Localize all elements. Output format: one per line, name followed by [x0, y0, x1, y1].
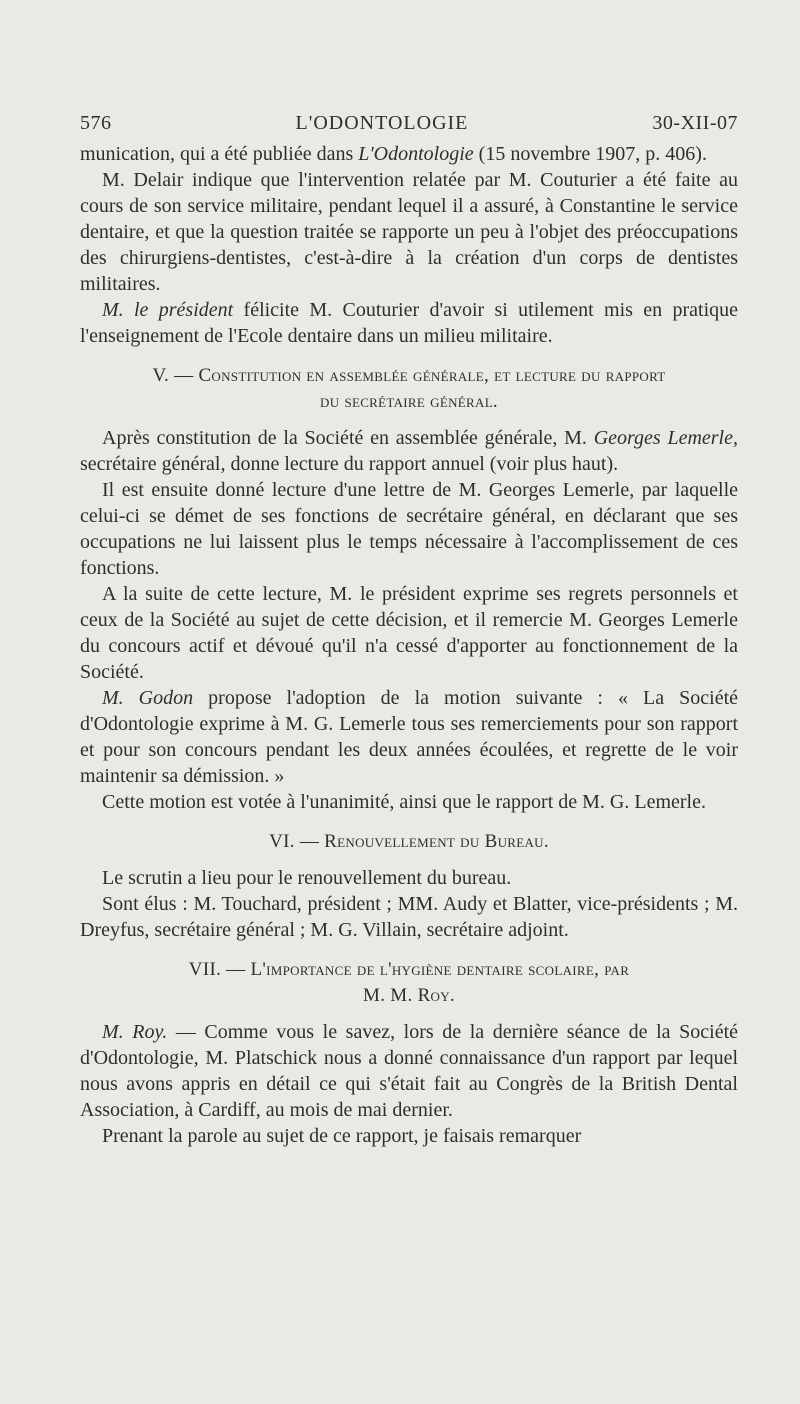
paragraph-president [80, 297, 738, 349]
paragraph-motion [80, 685, 738, 789]
body-text [80, 141, 738, 1149]
paragraph-letter: Il est ensuite donné lecture d'une lettre de M. Georges Lemerle, par laquelle celui-ci se démet de ses fonctions de secrétaire général, en déclarant que ses occupations ne lui laissent plus le temps nécessaire à l'accomplissement de ces fonctions. [80, 479, 738, 579]
paragraph-continuation [80, 141, 738, 167]
paragraph-scrutin: Le scrutin a lieu pour le renouvellement du bureau. [102, 867, 512, 889]
paragraph-text: propose l'adoption de la motion suivante : « La Société d'Odontologie exprime à M. G. Lemerle tous ses remerciements pour son rapport et pour son concours pendant les deux années écoulées, et regrette de le voir maintenir sa démission. » [80, 687, 739, 787]
paragraph-text: secrétaire général, donne lecture du rapport annuel (voir plus haut). [80, 453, 619, 475]
section-heading-line: du secrétaire général. [320, 391, 498, 412]
section-heading-line: VII. — L'importance de l'hygiène dentaire scolaire, par [188, 959, 630, 980]
paragraph-elected: Sont élus : M. Touchard, président ; MM. Audy et Blatter, vice-présidents ; M. Dreyfus, secrétaire général ; M. G. Villain, secrétaire adjoint. [80, 893, 738, 941]
paragraph-text: (15 novembre 1907, p. 406). [473, 143, 707, 165]
running-header [80, 112, 738, 135]
issue-date: 30-XII-07 [652, 112, 738, 134]
paragraph-text: félicite M. Couturier d'avoir si utilement mis en pratique l'enseignement de l'Ecole dentaire dans un milieu militaire. [80, 299, 739, 347]
paragraph-regrets: A la suite de cette lecture, M. le président exprime ses regrets personnels et ceux de la Société au sujet de cette décision, et il remercie M. Georges Lemerle du concours actif et dévoué qu'il n'a cessé d'apporter au fonctionnement de la Société. [80, 583, 738, 683]
section-heading-line: V. — Constitution en assemblée générale, et lecture du rapport [152, 365, 666, 386]
speaker-name: M. Roy. [102, 1021, 168, 1043]
speaker-name: M. Godon [102, 687, 194, 709]
page-number: 576 [80, 112, 112, 134]
section-heading-line: M. M. Roy. [363, 985, 455, 1006]
journal-title: L'ODONTOLOGIE [295, 112, 469, 134]
section-heading-vii [80, 957, 738, 1009]
paragraph-final: Prenant la parole au sujet de ce rapport, je faisais remarquer [102, 1125, 582, 1147]
paragraph-delair: M. Delair indique que l'intervention relatée par M. Couturier a été faite au cours de son service militaire, pendant lequel il a assuré, à Constantine le service dentaire, et que la question traitée se rapporte un peu à l'objet des préoccupations des chirurgiens-dentistes, c'est-à-dire à la création d'un corps de dentistes militaires. [80, 169, 738, 295]
speaker-name: Georges Lemerle, [593, 427, 738, 449]
paragraph-text: — Comme vous le savez, lors de la dernière séance de la Société d'Odontologie, M. Platschick nous a donné connaissance d'un rapport par lequel nous avons appris en détail ce qui s'était fait au Congrès de la British Dental Association, à Cardiff, au mois de mai dernier. [80, 1021, 738, 1121]
section-heading-vi [80, 829, 738, 855]
journal-reference: L'Odontologie [358, 143, 474, 165]
section-heading-v [80, 363, 738, 415]
speaker-name: M. le président [102, 299, 234, 321]
section-heading-line: VI. — Renouvellement du Bureau. [269, 831, 549, 852]
paragraph-text: Après constitution de la Société en assemblée générale, M. [102, 427, 594, 449]
paragraph-roy [80, 1019, 738, 1123]
paragraph-vote: Cette motion est votée à l'unanimité, ainsi que le rapport de M. G. Lemerle. [102, 791, 706, 813]
paragraph-text: munication, qui a été publiée dans [80, 143, 359, 165]
paragraph-assembly [80, 425, 738, 477]
